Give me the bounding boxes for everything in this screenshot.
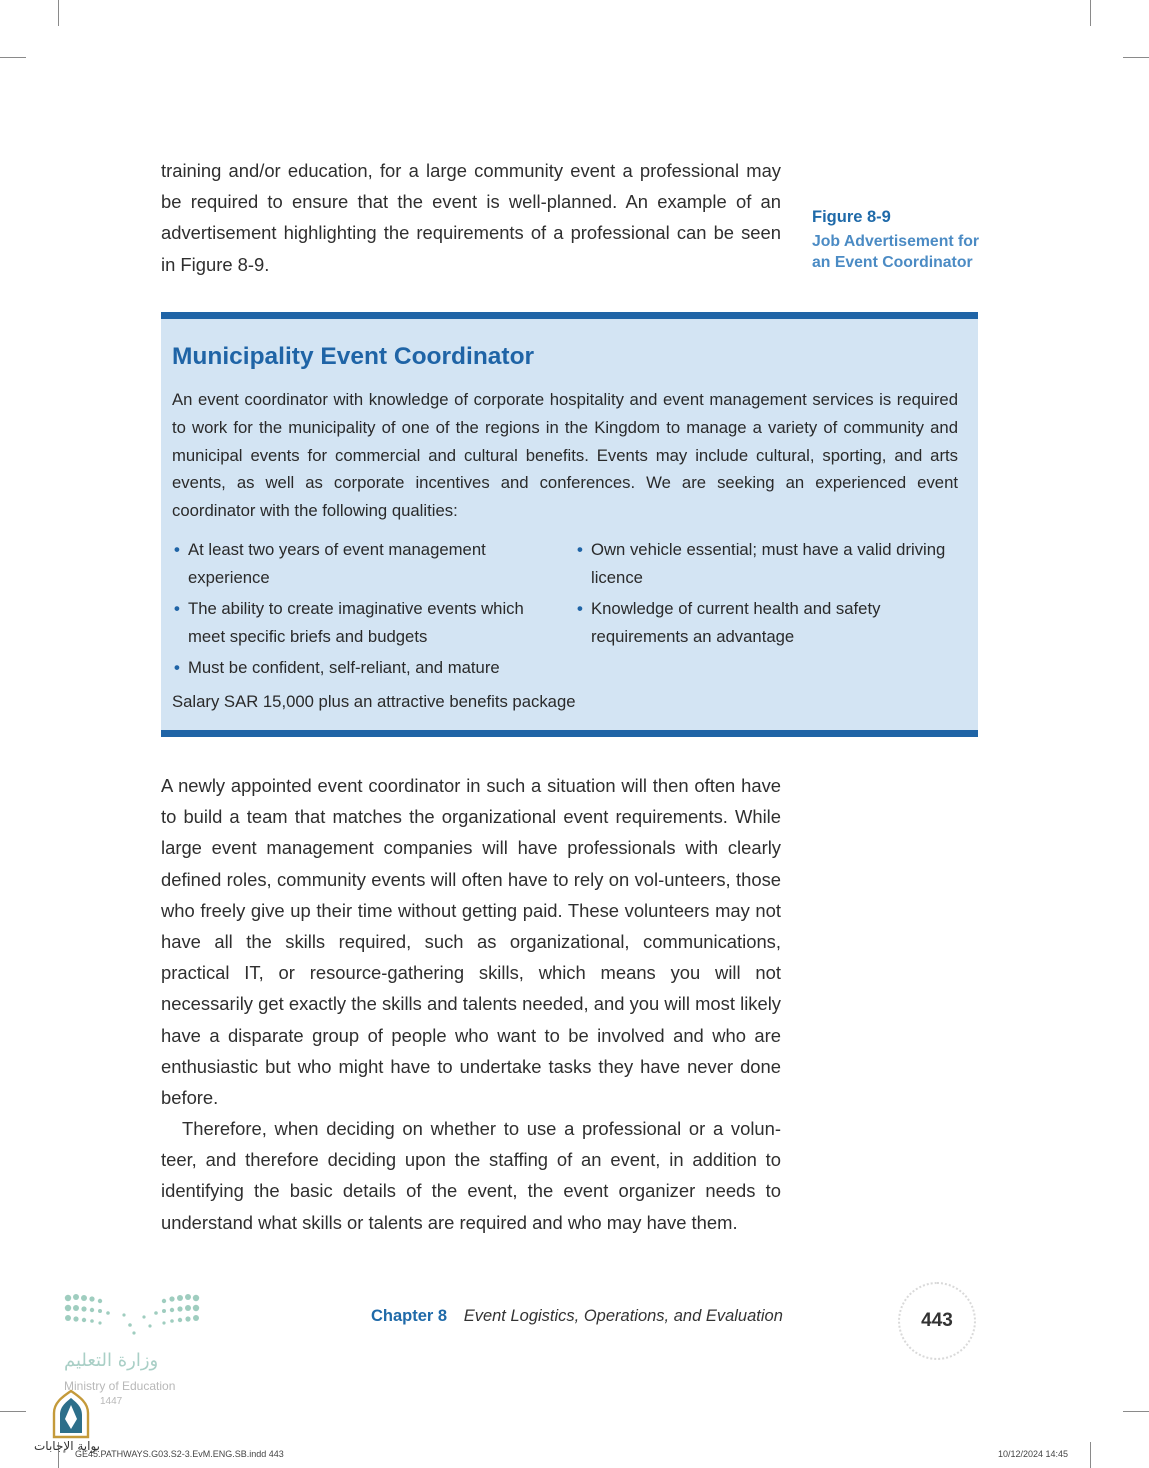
ad-bullet: • Knowledge of current health and safety requirements an advantage: [575, 595, 955, 651]
crop-mark: [1123, 1411, 1149, 1412]
bullet-icon: •: [174, 658, 180, 677]
team-paragraph: A newly appointed event coordinator in such a situation will then often have to build a team that matches the organizational event requirements. While large event management companies will have professionals with clearly defined roles, community events will often have to rely on vol-unteers, those who freely give up their time without getting paid. These volunteers may not have all the skills required, such as organizational, communications, practical IT, or resource-gathering skills, which means you will not necessarily get exactly the skills and talents needed, and you will most likely have a disparate group of people who want to be involved and who are enthusiastic but who might have to undertake tasks they have never done before.: [161, 775, 781, 1109]
page-number-badge: [898, 1282, 976, 1360]
figure-number: Figure 8-9: [812, 208, 891, 226]
bullet-icon: •: [577, 599, 583, 618]
crop-mark: [1090, 1442, 1091, 1468]
ad-title: Municipality Event Coordinator: [172, 343, 535, 370]
crop-mark: [1123, 57, 1149, 58]
portal-watermark-text: بوابة الإجابات: [34, 1439, 101, 1453]
ad-salary: Salary SAR 15,000 plus an attractive benefits package: [172, 692, 576, 711]
ad-bullets-left: [172, 536, 552, 685]
figure-caption: [812, 206, 1012, 273]
ad-bullet: • Must be confident, self-reliant, and mature: [172, 654, 552, 682]
print-slug-date: 10/12/2024 14:45: [998, 1449, 1069, 1459]
ad-body: An event coordinator with knowledge of corporate hospitality and event management services is required to work for the municipality of one of the regions in the Kingdom to manage a variety of community and municipal events for commercial and cultural benefits. Events may include cultural, sporting, and arts events, as well as corporate incentives and conferences. We are seeking an experienced event coordinator with the following qualities:: [172, 390, 958, 521]
bullet-icon: •: [174, 599, 180, 618]
job-advertisement-box: [161, 312, 978, 737]
therefore-paragraph: Therefore, when deciding on whether to use a professional or a volun-teer, and therefore deciding upon the staffing of an event, in addition to identifying the basic details of the event, the event organizer needs to understand what skills or talents are required and who may have them.: [161, 1118, 781, 1233]
bullet-icon: •: [577, 540, 583, 559]
ministry-name-arabic: وزارة التعليم: [64, 1350, 159, 1371]
crop-mark: [1090, 0, 1091, 26]
ad-bullet: • At least two years of event management experience: [172, 536, 552, 592]
crop-mark: [0, 1411, 26, 1412]
print-slug-file: GE45.PATHWAYS.G03.S2-3.EvM.ENG.SB.indd 443: [75, 1449, 284, 1459]
figure-title: Job Advertisement for an Event Coordinator: [812, 233, 980, 271]
intro-paragraph: training and/or education, for a large community event a professional may be required to ensure that the event is well-planned. An example of an advertisement highlighting the requirements of a professional can be seen in Figure 8-9.: [161, 160, 781, 275]
chapter-label: Chapter 8: [371, 1307, 448, 1325]
ad-bullets-right: [575, 536, 955, 654]
crop-mark: [58, 0, 59, 26]
page-number: 443: [921, 1310, 953, 1331]
ministry-name-english: Ministry of Education: [64, 1379, 176, 1393]
chapter-title: Event Logistics, Operations, and Evaluation: [463, 1307, 783, 1325]
crop-mark: [0, 57, 26, 58]
running-footer: [371, 1307, 783, 1326]
ad-bullet: • The ability to create imaginative events which meet specific briefs and budgets: [172, 595, 552, 651]
ministry-logo-dots-icon: [64, 1293, 200, 1339]
ad-bullet: • Own vehicle essential; must have a valid driving licence: [575, 536, 955, 592]
ministry-year: 1447: [100, 1396, 123, 1407]
portal-lantern-logo-icon: [48, 1389, 94, 1439]
bullet-icon: •: [174, 540, 180, 559]
